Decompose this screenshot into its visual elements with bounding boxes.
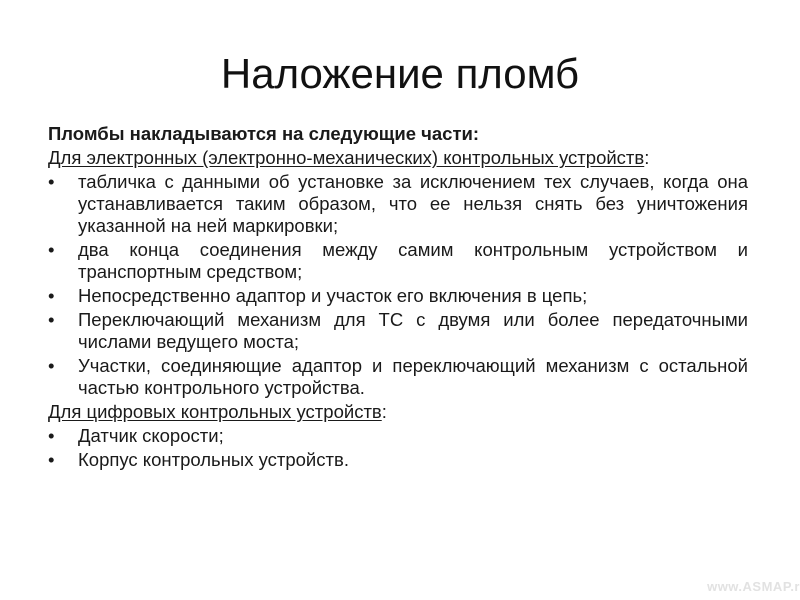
bullet-icon: • xyxy=(48,285,55,306)
list-item-text: Непосредственно адаптор и участок его включения в цепь; xyxy=(78,285,588,306)
list-item-text: Участки, соединяющие адаптор и переключающий механизм с остальной частью контрольного устройства. xyxy=(78,355,748,398)
list-item xyxy=(48,285,748,307)
section-heading-electronic xyxy=(48,147,748,169)
list-item-text: Корпус контрольных устройств. xyxy=(78,449,349,470)
watermark: www.ASMAP.r xyxy=(707,579,800,594)
section-heading-electronic-colon: : xyxy=(644,147,650,168)
list-item xyxy=(48,425,748,447)
lead-text: Пломбы накладываются на следующие части: xyxy=(48,123,480,144)
list-item-text: Датчик скорости; xyxy=(78,425,224,446)
section-heading-digital xyxy=(48,401,748,423)
bullet-icon: • xyxy=(48,171,55,192)
list-item xyxy=(48,449,748,471)
list-item xyxy=(48,239,748,283)
list-item-text: Переключающий механизм для ТС с двумя или более передаточными числами ведущего моста; xyxy=(78,309,748,352)
section-heading-digital-text: Для цифровых контрольных устройств xyxy=(48,401,382,422)
bullet-icon: • xyxy=(48,355,55,376)
list-item-text: два конца соединения между самим контрольным устройством и транспортным средством; xyxy=(78,239,748,282)
bullet-icon: • xyxy=(48,449,55,470)
slide-title: Наложение пломб xyxy=(220,50,580,97)
slide-body xyxy=(48,123,748,473)
section-heading-digital-colon: : xyxy=(381,401,387,422)
bullet-icon: • xyxy=(48,309,55,330)
list-item xyxy=(48,309,748,353)
bullet-icon: • xyxy=(48,239,55,260)
bullet-icon: • xyxy=(48,425,55,446)
list-item-text: табличка с данными об установке за исключением тех случаев, когда она устанавливается таким образом, что ее нельзя снять без уничтожения указанной на ней маркировки; xyxy=(78,171,748,236)
list-item xyxy=(48,171,748,237)
section-heading-electronic-text: Для электронных (электронно-механических) контрольных устройств xyxy=(48,147,645,168)
list-item xyxy=(48,355,748,399)
